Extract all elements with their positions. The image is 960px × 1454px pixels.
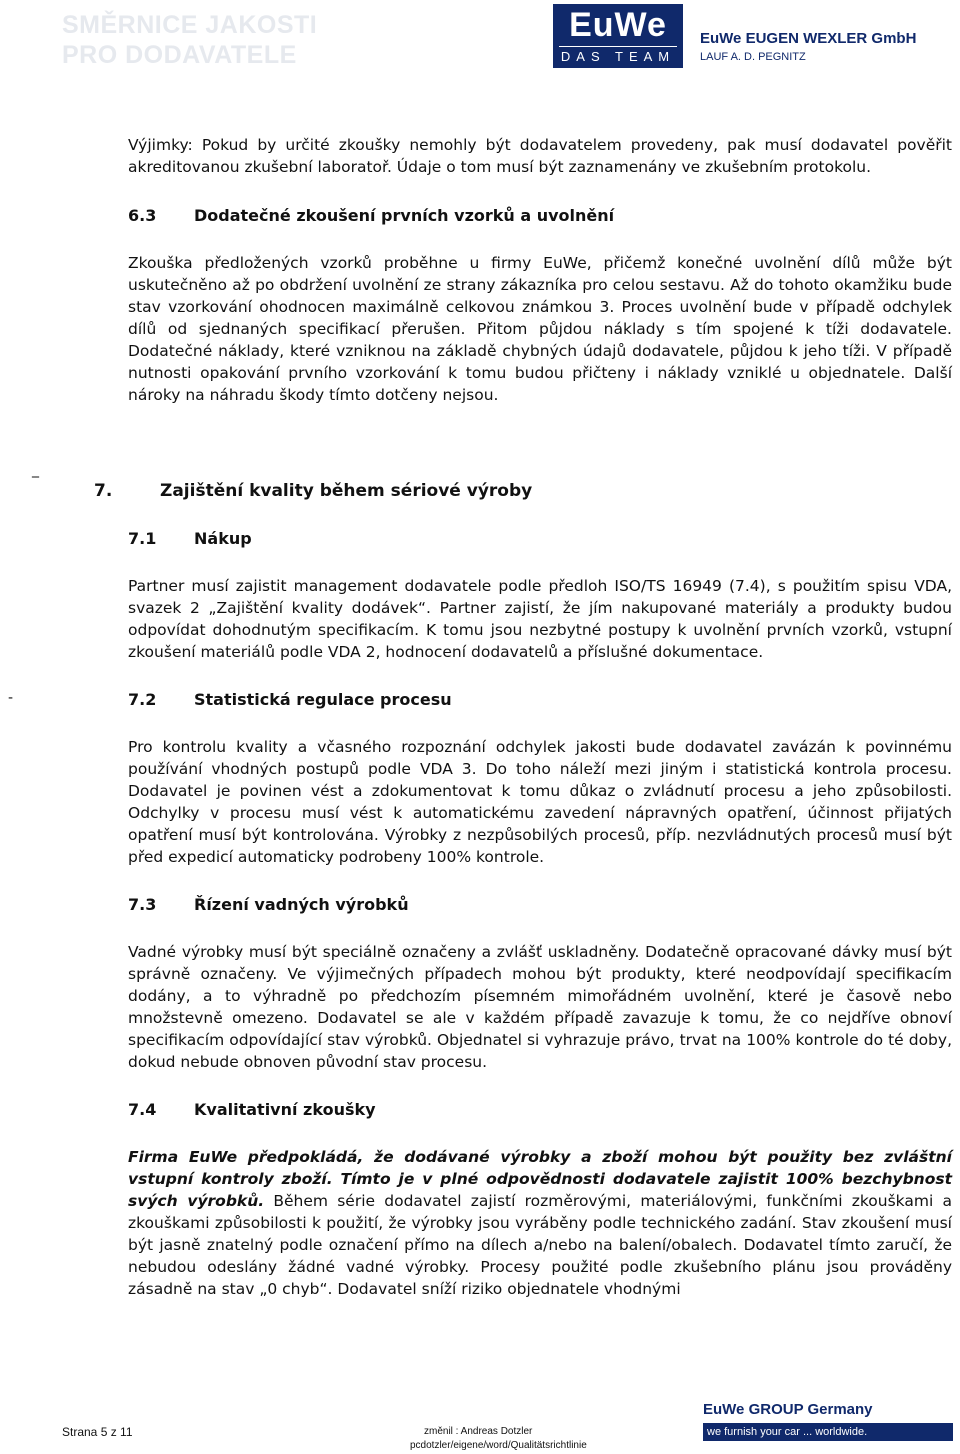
- section-number: 7.3: [128, 895, 157, 914]
- section-7-heading: [94, 480, 532, 502]
- section-6-3-text: Zkouška předložených vzorků proběhne u firmy EuWe, přičemž konečné uvolnění dílů může být uskutečněno až po obdržení uvolnění ze strany zákazníka pro celou sestavu. Až do tohoto okamžiku bude stav vzorkování ohodnocen maximálně celkovou známkou 3. Proces uvolnění bude v případě odchylek dílů od sjednaných specifikací přerušen. Přitom půjdou náklady s tím spojené k tíži dodavatele. Dodatečné náklady, které vzniknou na základě chybných údajů dodavatele, půjdou k jeho tíži. V případě nutnosti opakování prvního vzorkování k tomu budou přičteny i náklady vzniklé u objednatele. Další nároky na náhradu škody tímto dotčeny nejsou.: [128, 254, 952, 404]
- section-7-1-text: Partner musí zajistit management dodavatele podle předloh ISO/TS 16949 (7.4), s použitím spisu VDA, svazek 2 „Zajištění kvality dodávek“. Partner zajistí, že jím nakupované materiály a produkty budou odpovídat dohodnutým specifikacím. K tomu jsou nezbytné postupy k uvolnění prvních vzorků, vstupní zkoušení materiálů podle VDA 2, hodnocení dodavatelů a příslušné dokumentace.: [128, 577, 952, 661]
- section-title: Statistická regulace procesu: [194, 690, 452, 709]
- header-title: [62, 10, 317, 70]
- section-number: 6.3: [128, 206, 157, 225]
- section-title: Kvalitativní zkoušky: [194, 1100, 376, 1119]
- group-slogan: we furnish your car ... worldwide.: [703, 1423, 953, 1441]
- file-path: pcdotzler/eigene/word/Qualitätsrichtlinie: [410, 1440, 587, 1451]
- section-7-3-heading: [128, 894, 409, 916]
- section-title: Dodatečné zkoušení prvních vzorků a uvolnění: [194, 206, 615, 225]
- section-7-4-emphasis: Firma EuWe předpokládá, že dodávané výrobky a zboží mohou být použity bez zvláštní vstupní kontroly zboží. Tímto je v plné odpovědnosti dodavatele zajistit 100% bezchybnost svých výrobků.: [128, 1148, 952, 1210]
- section-number: 7.1: [128, 529, 157, 548]
- header-title-line2: PRO DODAVATELE: [62, 41, 297, 69]
- section-number: 7.: [94, 481, 113, 501]
- section-title: Zajištění kvality během sériové výroby: [160, 481, 533, 501]
- section-6-3-heading: [128, 205, 614, 227]
- logo-text: EuWe: [569, 6, 667, 44]
- section-7-4-heading: [128, 1099, 376, 1121]
- section-title: Nákup: [194, 529, 252, 548]
- section-7-2-heading: [128, 689, 452, 711]
- exceptions-paragraph: Výjimky: Pokud by určité zkoušky nemohly být dodavatelem provedeny, pak musí dodavatel pověřit akreditovanou zkušební laboratoř. Údaje o tom musí být zaznamenány ve zkušebním protokolu.: [128, 136, 952, 176]
- section-7-3-text: Vadné výrobky musí být speciálně označeny a zvlášť uskladněny. Dodatečně opracované dávky musí být správně označeny. Ve výjimečných případech mohou být produkty, které neodpovídají specifikacím dodány, a to výhradně po předchozím písemném mimořádném uvolnění, které je časově nebo množstevně omezeno. Dodavatel se ale v každém případě zavazuje k tomu, že co nejdříve obnoví specifikacím odpovídající stav výrobků. Objednatel si vyhrazuje právo, trvat na 100% kontrole do té doby, dokud nebude obnoven původní stav procesu.: [128, 943, 952, 1071]
- section-7-1-heading: [128, 528, 252, 550]
- company-city: LAUF A. D. PEGNITZ: [700, 51, 806, 63]
- group-name: EuWe GROUP Germany: [703, 1401, 873, 1418]
- changed-by: změnil : Andreas Dotzler: [424, 1426, 533, 1437]
- section-number: 7.4: [128, 1100, 157, 1119]
- section-7-4-body: Během série dodavatel zajistí rozměrovými, materiálovými, funkčními zkouškami a zkouškami způsobilosti k použití, že výrobky jsou vyráběny podle technického zadání. Stav zkoušení musí být jasně znatelný podle označení přímo na dílech a/nebo na balení/obalech. Dodavatel tímto zaručí, že nebudou odeslány žádné vadné výrobky. Procesy použité podle zkušebního plánu jsou prováděny zásadně na stav „0 chyb“. Dodavatel sníží riziko objednatele vhodnými: [128, 1192, 952, 1298]
- section-7-2-text: Pro kontrolu kvality a včasného rozpoznání odchylek jakosti bude dodavatel zavázán k povinnému používání vhodných postupů podle VDA 3. Do toho náleží mezi jiným i statistická kontrola procesu. Dodavatel je povinen vést a zdokumentovat k tomu důkaz o zvládnutí procesu a jeho způsobilosti. Odchylky v procesu musí vést k automatickému zavedení nápravných opatření, účinnost přijatých opatření musí být kontrolována. Výrobky z nezpůsobilých procesů, příp. nezvládnutých procesů musí být před expedicí automaticky podrobeny 100% kontrole.: [128, 738, 952, 866]
- section-number: 7.2: [128, 690, 157, 709]
- margin-mark: -: [8, 690, 14, 706]
- company-name: EuWe EUGEN WEXLER GmbH: [700, 30, 917, 47]
- header-title-line1: SMĚRNICE JAKOSTI: [62, 11, 318, 39]
- page-number: Strana 5 z 11: [62, 1425, 133, 1439]
- section-7-4-text: [128, 1146, 952, 1300]
- euwe-logo: [553, 4, 683, 68]
- logo-divider: [559, 46, 677, 47]
- logo-subtext: DAS TEAM: [560, 49, 676, 64]
- section-title: Řízení vadných výrobků: [194, 895, 409, 914]
- margin-mark: _: [32, 462, 39, 478]
